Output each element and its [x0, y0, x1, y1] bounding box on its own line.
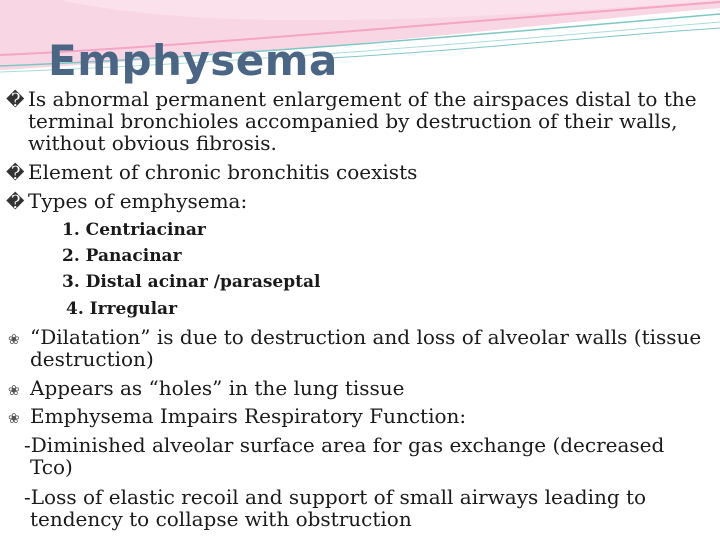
impairment-line: tendency to collapse with obstruction	[30, 507, 412, 531]
impairment-line: Tco)	[30, 455, 73, 479]
type-list-item: 3. Distal acinar /paraseptal	[62, 272, 321, 292]
point-impairs-function	[8, 405, 466, 430]
bullet-text-line: Types of emphysema:	[28, 189, 248, 213]
flower-bullet-icon: ❀	[8, 383, 20, 399]
bullet-text-line: without obvious fibrosis.	[28, 131, 277, 155]
bullet-types-heading	[6, 190, 247, 214]
bullet-marker-icon: �	[6, 192, 25, 213]
bullet-text-line: terminal bronchioles accompanied by destruction of their walls,	[28, 109, 678, 133]
type-list-item: 2. Panacinar	[62, 246, 182, 266]
flower-bullet-icon: ❀	[8, 332, 20, 348]
bullet-text-line: Is abnormal permanent enlargement of the airspaces distal to the	[28, 87, 697, 111]
bullet-text-line: Element of chronic bronchitis coexists	[28, 160, 418, 184]
type-list-item: 4. Irregular	[66, 299, 178, 319]
bullet-chronic-bronchitis	[6, 161, 417, 185]
impairment-line: -Diminished alveolar surface area for gas exchange (decreased	[24, 433, 665, 457]
bullet-marker-icon: �	[6, 90, 25, 111]
point-text-line: Emphysema Impairs Respiratory Function:	[30, 404, 467, 428]
flower-bullet-icon: ❀	[8, 411, 20, 427]
type-list-item: 1. Centriacinar	[62, 220, 206, 240]
impairment-line: -Loss of elastic recoil and support of small airways leading to	[24, 485, 647, 509]
point-text-line: “Dilatation” is due to destruction and loss of alveolar walls (tissue	[30, 325, 702, 349]
point-holes	[8, 377, 405, 402]
point-text-line: destruction)	[30, 347, 154, 371]
slide-title: Emphysema	[48, 36, 338, 85]
bullet-marker-icon: �	[6, 163, 25, 184]
point-text-line: Appears as “holes” in the lung tissue	[30, 376, 405, 400]
